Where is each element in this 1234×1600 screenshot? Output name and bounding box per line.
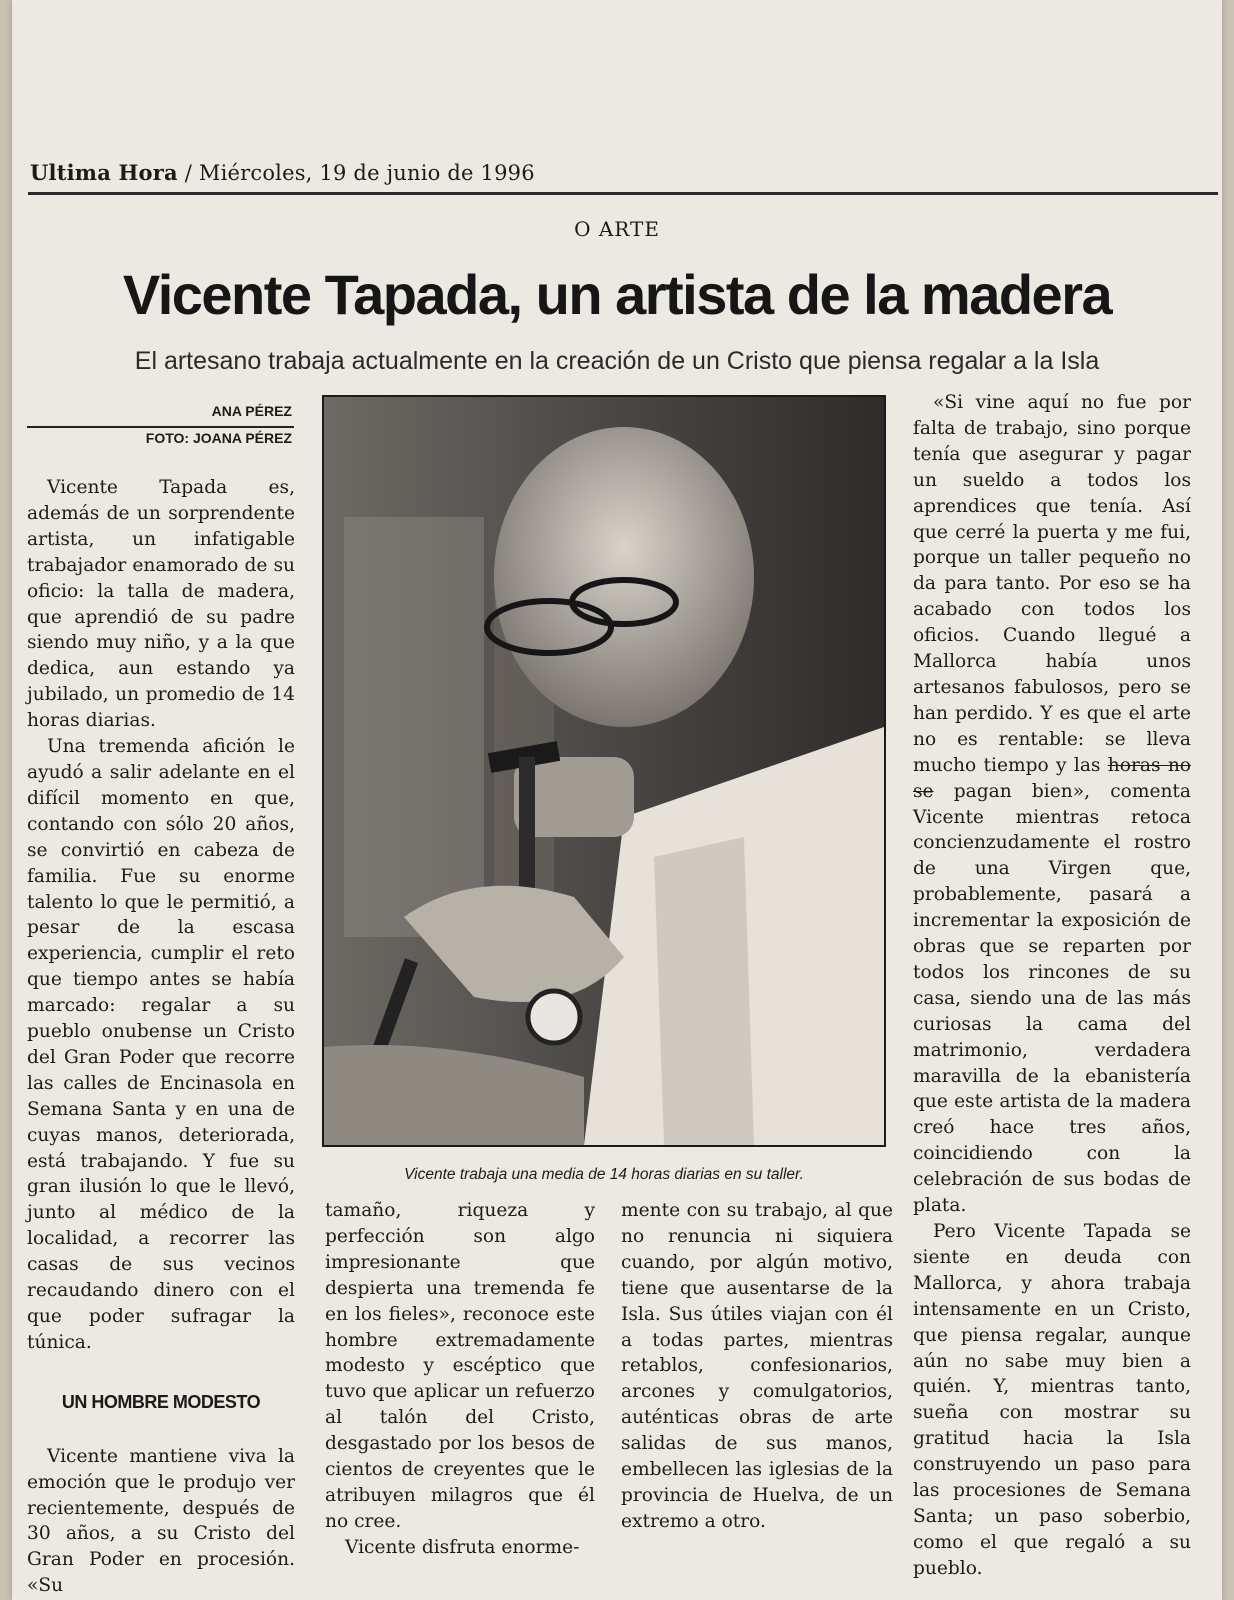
struck-text: horas no se (913, 754, 1191, 802)
photo-credit: FOTO: JOANA PÉREZ (145, 430, 292, 446)
headline: Vicente Tapada, un artista de la madera (122, 263, 1112, 326)
paragraph (913, 390, 1191, 1219)
section-name: ARTE (598, 217, 660, 241)
paragraph: Pero Vicente Tapada se siente en deuda con Mallorca, y ahora trabaja intensamente en un Cristo, que piensa regalar, aunque aún no sabe muy bien a quién. Y, mientras tanto, sueña con mostrar su gratitud hacia la Isla construyendo un paso para las procesiones de Semana Santa; un paso soberbio, como el que regaló a su pueblo. (913, 1221, 1191, 1579)
text-run: «Si vine aquí no fue por falta de trabajo, sino porque tenía que asegurar y pagar un sueldo a todos los aprendices que tenía. Así que cerré la puerta y me fui, porque un taller pequeño no da para tanto. Por eso se ha acabado con todos los oficios. Cuando llegué a Mallorca había unos artesanos fabulosos, pero se han perdido. Y es que el arte no es rentable: se lleva mucho tiempo y las (913, 392, 1191, 776)
newspaper-name: Ultima Hora (30, 160, 178, 185)
paragraph: mente con su trabajo, al que no renuncia ni siquiera cuando, por algún motivo, tiene que ausentarse de la Isla. Sus útiles viajan con él a todas partes, mientras retablos, confesionarios, arcones y comulgatorios, auténticas obras de arte salidas de sus manos, embellecen las iglesias de la provincia de Huelva, de un extremo a otro. (621, 1200, 893, 1532)
woodcarver-photo-illustration (324, 397, 884, 1145)
masthead (30, 160, 1215, 185)
paragraph: tamaño, riqueza y perfección son algo impresionante que despierta una tremenda fe en los fieles», reconoce este hombre extremadamente modesto y escéptico que tuvo que aplicar un refuerzo al talón del Cristo, desgastado por los besos de cientos de creyentes que le atribuyen milagros que él no cree. (325, 1200, 595, 1532)
publication-date: / Miércoles, 19 de junio de 1996 (184, 161, 535, 185)
article-column-3 (621, 1198, 893, 1535)
article-column-4 (913, 390, 1191, 1582)
section-label (0, 217, 1234, 241)
paragraph: Vicente mantiene viva la emoción que le produjo ver recientemente, después de 30 años, a su Cristo del Gran Poder en procesión. «Su (27, 1445, 295, 1597)
author-byline: ANA PÉREZ (211, 403, 292, 419)
subheadline: El artesano trabaja actualmente en la creación de un Cristo que piensa regalar a la Isla (134, 347, 1100, 375)
paragraph: Vicente disfruta enorme- (345, 1536, 580, 1558)
photo-caption: Vicente trabaja una media de 14 horas diarias en su taller. (404, 1166, 804, 1183)
text-run: pagan bien», comenta Vicente mientras retoca concienzudamente el rostro de una Virgen que, probablemente, pasará a incrementar la exposición de obras que se reparten por todos los rincones de su casa, siendo una de las más curiosas la cama del matrimonio, verdadera maravilla de la ebanistería que este artista de la madera creó hace tres años, coincidiendo con la celebración de sus bodas de plata. (913, 780, 1191, 1217)
article-photo (322, 395, 886, 1147)
paragraph: Una tremenda afición le ayudó a salir adelante en el difícil momento en que, contando con sólo 20 años, se convirtió en cabeza de familia. Fue su enorme talento lo que le permitió, a pesar de la escasa experiencia, cumplir el reto que tiempo antes se había marcado: regalar a su pueblo onubense un Cristo del Gran Poder que recorre las calles de Encinasola en Semana Santa y en una de cuyas manos, deteriorada, está trabajando. Y fue su gran ilusión lo que le llevó, junto al médico de la localidad, a recorrer las casas de sus vecinos recaudando dinero con el que poder sufragar la túnica. (27, 736, 295, 1353)
section-subtitle: UN HOMBRE MODESTO (61, 1391, 261, 1412)
byline-rule (27, 426, 294, 428)
paragraph: Vicente Tapada es, además de un sorprendente artista, un infatigable trabajador enamorado de su oficio: la talla de madera, que aprendió de su padre siendo muy niño, y a la que dedica, aun estando ya jubilado, un promedio de 14 horas diarias. (27, 477, 295, 732)
section-marker: O (574, 217, 592, 241)
article-column-1 (27, 475, 295, 1599)
masthead-rule (28, 192, 1218, 195)
article-column-2 (325, 1198, 595, 1561)
